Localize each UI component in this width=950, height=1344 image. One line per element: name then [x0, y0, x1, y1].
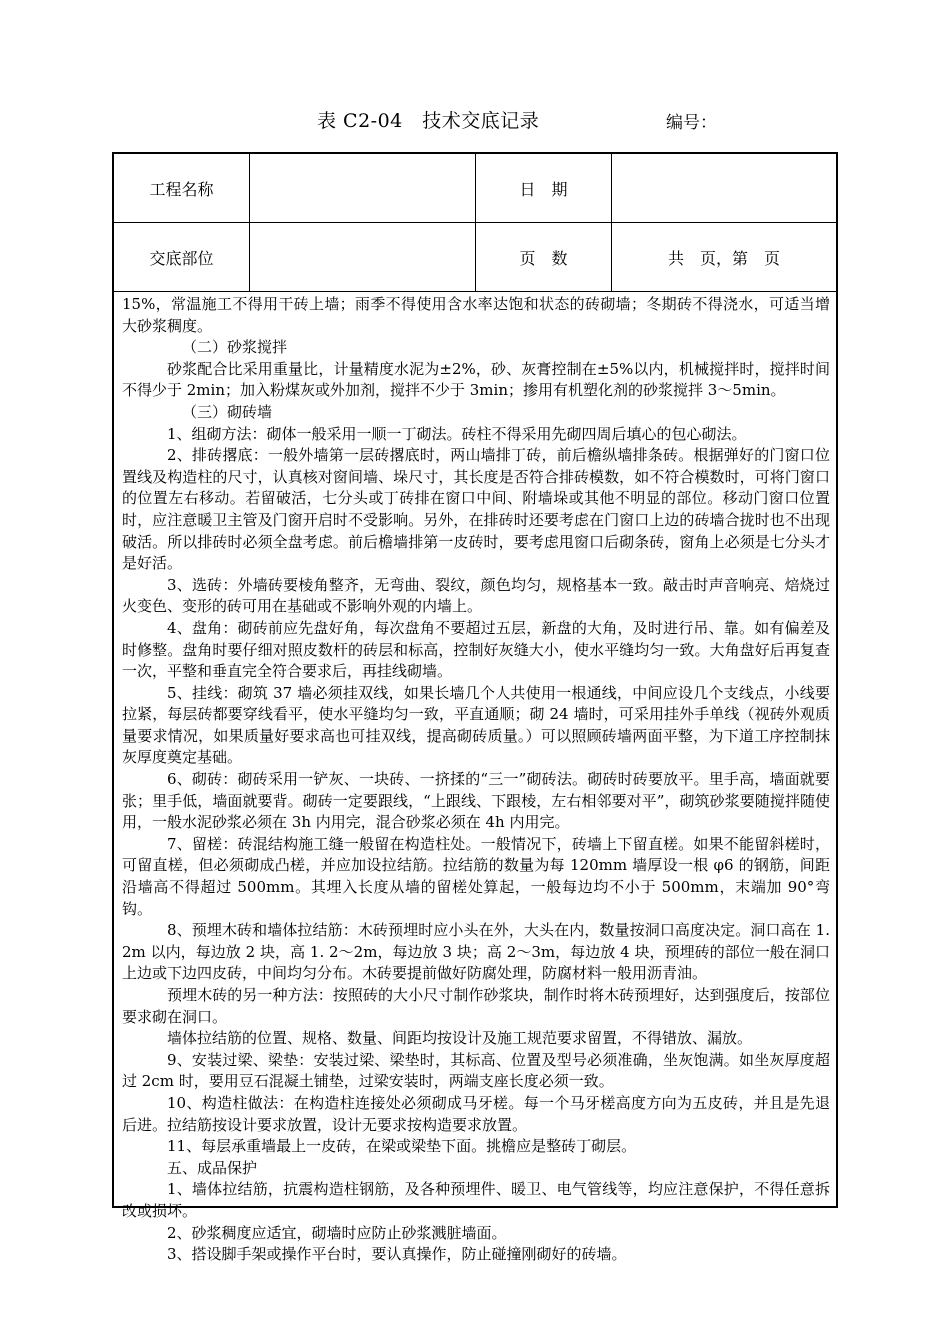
paragraph: 10、构造柱做法：在构造柱连接处必须砌成马牙槎。每一个马牙槎高度方向为五皮砖，并且是先退后进。拉结筋按设计要求放置，设计无要求按构造要求放置。 [122, 1093, 830, 1134]
paragraph: 3、搭设脚手架或操作平台时，要认真操作，防止碰撞刚砌好的砖墙。 [167, 1245, 627, 1264]
date-label: 日 期 [476, 154, 612, 222]
section-heading: （二）砂浆搅拌 [182, 338, 288, 357]
paragraph: 11、每层承重墙最上一皮砖，在梁或梁垫下面。挑檐应是整砖丁砌层。 [167, 1137, 637, 1156]
paragraph: 1、组砌方法：砌体一般采用一顺一丁砌法。砖柱不得采用先砌四周后填心的包心砌法。 [167, 424, 747, 443]
project-name-value[interactable] [250, 154, 476, 222]
date-value[interactable] [612, 154, 836, 222]
paragraph: 8、预埋木砖和墙体拉结筋：木砖预埋时应小头在外，大头在内，数量按洞口高度决定。洞口高在 1. 2m 以内，每边放 2 块，高 1. 2～2m，每边放 3 块；高 2～3m，每边放 4 块，预埋砖的部位一般在洞口上边或下边四皮砖，中间均匀分布。木砖要提前做好防腐处理，防腐材料一般用沥青油。 [122, 921, 830, 983]
paragraph: 墙体拉结筋的位置、规格、数量、间距均按设计及施工规范要求留置，不得错放、漏放。 [167, 1029, 753, 1048]
content-body [122, 294, 830, 1266]
paragraph: 3、选砖：外墙砖要棱角整齐，无弯曲、裂纹，颜色均匀，规格基本一致。敲击时声音响亮、焙烧过火变色、变形的砖可用在基础或不影响外观的内墙上。 [122, 575, 830, 616]
section-heading: （三）砌砖墙 [182, 402, 273, 421]
record-sheet [112, 152, 838, 1264]
handover-location-value[interactable] [250, 223, 476, 291]
title-bar [0, 106, 950, 134]
handover-location-label: 交底部位 [114, 223, 250, 291]
header-row-location [114, 223, 836, 292]
page-title: 表 C2-04 技术交底记录 [317, 110, 540, 132]
paragraph: 1、墙体拉结筋，抗震构造柱钢筋，及各种预埋件、暖卫、电气管线等，均应注意保护，不得任意拆改或损坏。 [122, 1180, 830, 1220]
paragraph: 5、挂线：砌筑 37 墙必须挂双线，如果长墙几个人共使用一根通线，中间应设几个支线点，小线要拉紧，每层砖都要穿线看平，使水平缝均匀一致，平直通顺；砌 24 墙时，可采用挂外手单线（视砖外观质量要求情况，如果质量好要求高也可挂双线，提高砌砖质量。）可以照顾砖墙两面平整，为下道工序控制抹灰厚度奠定基础。 [122, 683, 830, 767]
paragraph: 2、排砖撂底：一般外墙第一层砖撂底时，两山墙排丁砖，前后檐纵墙排条砖。根据弹好的门窗口位置线及构造柱的尺寸，认真核对窗间墙、垛尺寸，其长度是否符合排砖模数，如不符合模数时，可将门窗口的位置左右移动。若留破活，七分头或丁砖排在窗口中间、附墙垛或其他不明显的部位。移动门窗口位置时，应注意暖卫主管及门窗开启时不受影响。另外，在排砖时还要考虑在门窗口上边的砖墙合拢时也不出现破活。所以排砖时必须全盘考虑。前后檐墙排第一皮砖时，要考虑甩窗口后砌条砖，窗角上必须是七分头才是好活。 [122, 446, 830, 573]
page-count-label: 页 数 [476, 223, 612, 291]
header-row-project [114, 154, 836, 223]
section-heading: 五、成品保护 [167, 1158, 258, 1177]
document-number-label: 编号： [666, 113, 717, 133]
project-name-label: 工程名称 [114, 154, 250, 222]
paragraph: 7、留槎：砖混结构施工缝一般留在构造柱处。一般情况下，砖墙上下留直槎。如果不能留斜槎时，可留直槎，但必须砌成凸槎，并应加设拉结筋。拉结筋的数量为每 120mm 墙厚设一根 φ6 的钢筋，间距沿墙高不得超过 500mm。其埋入长度从墙的留槎处算起，一般每边均不小于 500mm，末端加 90°弯钩。 [122, 834, 830, 918]
page-count-value: 共 页，第 页 [667, 248, 780, 268]
paragraph: 4、盘角：砌砖前应先盘好角，每次盘角不要超过五层，新盘的大角，及时进行吊、靠。如有偏差及时修整。盘角时要仔细对照皮数杆的砖层和标高，控制好灰缝大小，使水平缝均匀一致。大角盘好后再复查一次，平整和垂直完全符合要求后，再挂线砌墙。 [122, 618, 830, 681]
paragraph: 9、安装过梁、梁垫：安装过梁、梁垫时，其标高、位置及型号必须准确，坐灰饱满。如坐灰厚度超过 2cm 时，要用豆石混凝土铺垫，过梁安装时，两端支座长度必须一致。 [122, 1050, 830, 1091]
paragraph: 6、砌砖：砌砖采用一铲灰、一块砖、一挤揉的“三一”砌砖法。砌砖时砖要放平。里手高，墙面就要张；里手低，墙面就要背。砌砖一定要跟线，“上跟线、下跟棱，左右相邻要对平”，砌筑砂浆要随搅拌随使用，一般水泥砂浆必须在 3h 内用完，混合砂浆必须在 4h 内用完。 [122, 770, 830, 832]
paragraph: 预埋木砖的另一种方法：按照砖的大小尺寸制作砂浆块，制作时将木砖预埋好，达到强度后，按部位要求砌在洞口。 [122, 986, 830, 1026]
paragraph: 2、砂浆稠度应适宜，砌墙时应防止砂浆溅脏墙面。 [167, 1223, 507, 1242]
paragraph: 砂浆配合比采用重量比，计量精度水泥为±2%，砂、灰膏控制在±5%以内，机械搅拌时，搅拌时间不得少于 2min；加入粉煤灰或外加剂，搅拌不少于 3min；掺用有机塑化剂的砂浆搅拌 3～5min。 [122, 359, 830, 400]
paragraph: 15%，常温施工不得用干砖上墙；雨季不得使用含水率达饱和状态的砖砌墙；冬期砖不得浇水，可适当增大砂浆稠度。 [122, 295, 830, 335]
